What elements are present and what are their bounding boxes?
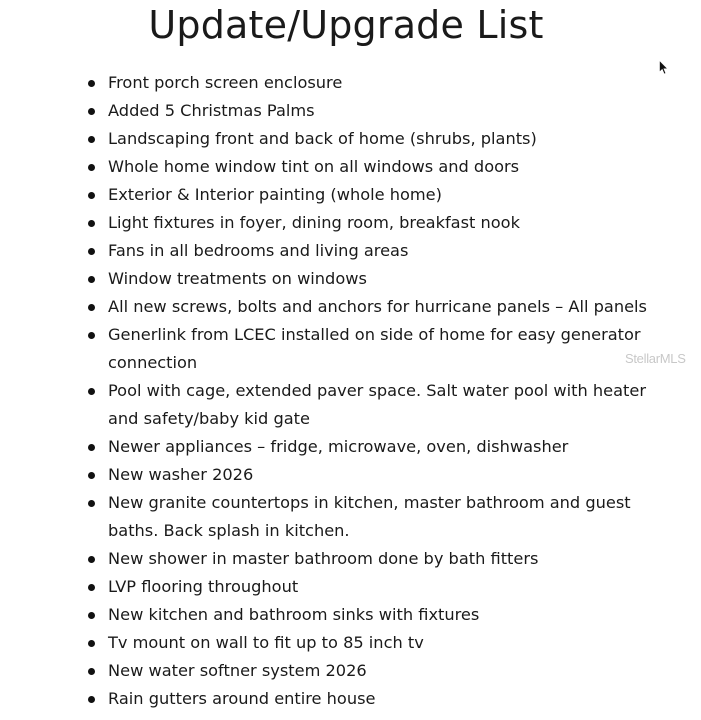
list-item-text xyxy=(108,489,666,545)
list-item-line: LVP flooring throughout xyxy=(108,577,299,596)
list-item xyxy=(86,321,666,377)
bullet-icon xyxy=(88,192,95,199)
list-item-text xyxy=(108,181,666,209)
list-item-line: Added 5 Christmas Palms xyxy=(108,101,315,120)
bullet-icon xyxy=(88,668,95,675)
list-item-line: New water softner system 2026 xyxy=(108,661,367,680)
list-item-text xyxy=(108,321,666,377)
list-item-text xyxy=(108,265,666,293)
bullet-icon xyxy=(88,444,95,451)
upgrade-list xyxy=(86,69,666,713)
list-item xyxy=(86,489,666,545)
list-item-text xyxy=(108,629,666,657)
bullet-icon xyxy=(88,108,95,115)
list-item-line: New granite countertops in kitchen, master bathroom and guest xyxy=(108,493,631,512)
list-item xyxy=(86,153,666,181)
bullet-icon xyxy=(88,220,95,227)
list-item-line: Whole home window tint on all windows and doors xyxy=(108,157,520,176)
list-item xyxy=(86,461,666,489)
list-item-text xyxy=(108,433,666,461)
list-item-line: Exterior & Interior painting (whole home) xyxy=(108,185,442,204)
list-item-text xyxy=(108,97,666,125)
list-item-line: All new screws, bolts and anchors for hurricane panels – All panels xyxy=(108,297,647,316)
bullet-icon xyxy=(88,304,95,311)
list-item xyxy=(86,433,666,461)
watermark: StellarMLS xyxy=(625,351,686,366)
list-item xyxy=(86,97,666,125)
list-item-line: Tv mount on wall to fit up to 85 inch tv xyxy=(108,633,424,652)
bullet-icon xyxy=(88,276,95,283)
mouse-pointer-icon xyxy=(659,60,669,75)
list-item xyxy=(86,265,666,293)
list-item-line: Pool with cage, extended paver space. Salt water pool with heater xyxy=(108,381,647,400)
list-item xyxy=(86,209,666,237)
bullet-icon xyxy=(88,80,95,87)
list-item-line: baths. Back splash in kitchen. xyxy=(108,521,350,540)
list-item xyxy=(86,377,666,433)
list-item-text xyxy=(108,657,666,685)
list-item xyxy=(86,685,666,713)
list-item xyxy=(86,601,666,629)
page-title: Update/Upgrade List xyxy=(148,3,544,47)
list-item xyxy=(86,69,666,97)
list-item xyxy=(86,237,666,265)
list-item xyxy=(86,125,666,153)
list-item-text xyxy=(108,237,666,265)
bullet-icon xyxy=(88,500,95,507)
list-item-line: Newer appliances – fridge, microwave, oven, dishwasher xyxy=(108,437,569,456)
bullet-icon xyxy=(88,248,95,255)
list-item-text xyxy=(108,125,666,153)
bullet-icon xyxy=(88,388,95,395)
list-item xyxy=(86,293,666,321)
bullet-icon xyxy=(88,136,95,143)
list-item-text xyxy=(108,377,666,433)
list-item xyxy=(86,545,666,573)
list-item xyxy=(86,657,666,685)
list-item-line: New shower in master bathroom done by bath fitters xyxy=(108,549,539,568)
bullet-icon xyxy=(88,472,95,479)
bullet-icon xyxy=(88,556,95,563)
list-item-line: and safety/baby kid gate xyxy=(108,409,310,428)
list-item-text xyxy=(108,573,666,601)
list-item-line: New kitchen and bathroom sinks with fixtures xyxy=(108,605,480,624)
list-item-line: connection xyxy=(108,353,198,372)
list-item-text xyxy=(108,601,666,629)
list-item-text xyxy=(108,545,666,573)
list-item-text xyxy=(108,153,666,181)
list-item-text xyxy=(108,69,666,97)
list-item xyxy=(86,573,666,601)
list-item-line: Front porch screen enclosure xyxy=(108,73,343,92)
bullet-icon xyxy=(88,332,95,339)
list-item-line: Fans in all bedrooms and living areas xyxy=(108,241,409,260)
list-item-text xyxy=(108,293,666,321)
list-item-text xyxy=(108,209,666,237)
list-item-text xyxy=(108,461,666,489)
bullet-icon xyxy=(88,584,95,591)
bullet-icon xyxy=(88,696,95,703)
list-item-line: Light fixtures in foyer, dining room, breakfast nook xyxy=(108,213,520,232)
bullet-icon xyxy=(88,640,95,647)
list-item-line: Landscaping front and back of home (shrubs, plants) xyxy=(108,129,537,148)
list-item-line: Rain gutters around entire house xyxy=(108,689,376,708)
list-item-line: Generlink from LCEC installed on side of home for easy generator xyxy=(108,325,641,344)
bullet-icon xyxy=(88,612,95,619)
list-item-line: New washer 2026 xyxy=(108,465,254,484)
list-item xyxy=(86,629,666,657)
list-item-text xyxy=(108,685,666,713)
list-item xyxy=(86,181,666,209)
bullet-icon xyxy=(88,164,95,171)
list-item-line: Window treatments on windows xyxy=(108,269,367,288)
